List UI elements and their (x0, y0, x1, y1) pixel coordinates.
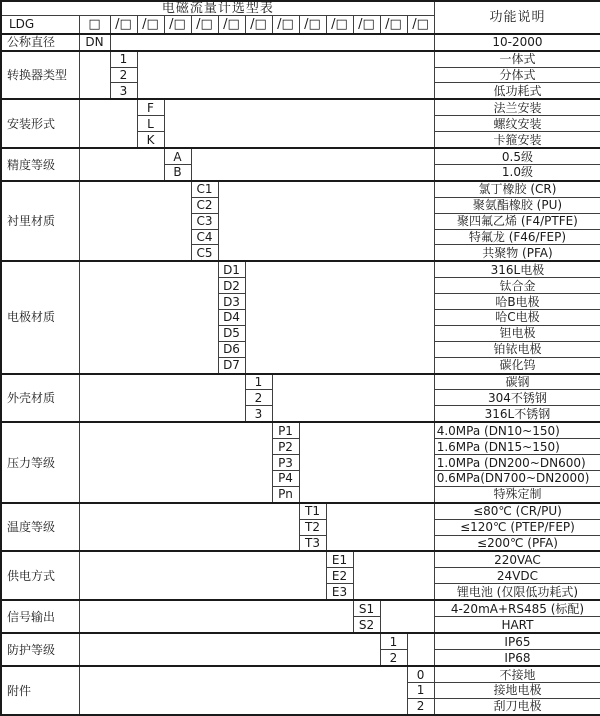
group-label: 温度等级 (1, 503, 79, 552)
code-cell: C4 (191, 229, 218, 245)
code-cell: B (164, 165, 191, 181)
desc-cell: 特殊定制 (434, 486, 600, 502)
code-cell: T1 (299, 503, 326, 519)
spacer-cell (272, 374, 434, 423)
spacer-cell (137, 51, 434, 100)
desc-cell: 低功耗式 (434, 83, 600, 99)
desc-cell: 0.5级 (434, 148, 600, 164)
desc-cell: ≤120℃ (PTEP/FEP) (434, 519, 600, 535)
model-slot: /□ (218, 16, 245, 34)
code-cell: D6 (218, 341, 245, 357)
desc-cell: 0.6MPa(DN700~DN2000) (434, 470, 600, 486)
group-label: 外壳材质 (1, 374, 79, 423)
model-slot: /□ (164, 16, 191, 34)
spacer-cell (353, 551, 434, 600)
code-cell: D7 (218, 357, 245, 373)
spacer-cell (79, 551, 326, 600)
spacer-cell (407, 633, 434, 666)
code-cell: DN (79, 34, 110, 51)
desc-cell: 1.0MPa (DN200~DN600) (434, 455, 600, 471)
spacer-cell (79, 148, 164, 181)
code-cell: 1 (380, 633, 407, 649)
desc-cell: 1.6MPa (DN15~150) (434, 439, 600, 455)
code-cell: 1 (110, 51, 137, 67)
code-cell: 1 (407, 682, 434, 698)
code-cell: Pn (272, 486, 299, 502)
model-slot: /□ (299, 16, 326, 34)
table-title: 电磁流量计选型表 (1, 1, 434, 16)
spacer-cell (191, 148, 434, 181)
group-label: 公称直径 (1, 34, 79, 51)
desc-cell: 一体式 (434, 51, 600, 67)
desc-cell: 分体式 (434, 67, 600, 83)
spacer-cell (380, 600, 434, 633)
desc-cell: IP65 (434, 633, 600, 649)
group-label: 衬里材质 (1, 181, 79, 261)
spacer-cell (79, 422, 272, 502)
model-first-box: □ (79, 16, 110, 34)
desc-cell: 哈B电极 (434, 294, 600, 310)
desc-cell: 1.0级 (434, 165, 600, 181)
code-cell: E1 (326, 551, 353, 567)
code-cell: F (137, 99, 164, 115)
group-label: 精度等级 (1, 148, 79, 181)
code-cell: C3 (191, 213, 218, 229)
code-cell: C2 (191, 197, 218, 213)
code-cell: P2 (272, 439, 299, 455)
group-label: 防护等级 (1, 633, 79, 666)
code-cell: T3 (299, 535, 326, 551)
desc-cell: 法兰安装 (434, 99, 600, 115)
code-cell: E2 (326, 568, 353, 584)
desc-cell: 刮刀电极 (434, 698, 600, 715)
function-header: 功能说明 (434, 1, 600, 34)
desc-cell: 304不锈钢 (434, 390, 600, 406)
code-cell: C1 (191, 181, 218, 197)
code-cell: S1 (353, 600, 380, 616)
spacer-cell (79, 633, 380, 666)
desc-cell: 220VAC (434, 551, 600, 567)
model-slot: /□ (137, 16, 164, 34)
spacer-cell (299, 422, 434, 502)
model-slot: /□ (407, 16, 434, 34)
group-label: 转换器类型 (1, 51, 79, 100)
spacer-cell (79, 600, 353, 633)
code-cell: 2 (110, 67, 137, 83)
spacer-cell (79, 503, 299, 552)
code-cell: 0 (407, 666, 434, 682)
group-label: 安装形式 (1, 99, 79, 148)
code-cell: D4 (218, 310, 245, 326)
model-prefix: LDG (1, 16, 79, 34)
code-cell: C5 (191, 245, 218, 261)
desc-cell: 锂电池 (仅限低功耗式) (434, 584, 600, 600)
spacer-cell (326, 503, 434, 552)
code-cell: K (137, 132, 164, 148)
model-slot: /□ (245, 16, 272, 34)
desc-cell: 316L不锈钢 (434, 406, 600, 422)
code-cell: 2 (380, 650, 407, 666)
group-label: 供电方式 (1, 551, 79, 600)
code-cell: P4 (272, 470, 299, 486)
desc-cell: 碳化钨 (434, 357, 600, 373)
desc-cell: HART (434, 617, 600, 633)
spacer-cell (218, 181, 434, 261)
desc-cell: 4.0MPa (DN10~150) (434, 422, 600, 438)
model-slot: /□ (272, 16, 299, 34)
code-cell: 3 (110, 83, 137, 99)
spacer-cell (164, 99, 434, 148)
desc-cell: 碳钢 (434, 374, 600, 390)
spacer-cell (79, 181, 191, 261)
desc-cell: 螺纹安装 (434, 116, 600, 132)
desc-cell: 铂铱电极 (434, 341, 600, 357)
desc-cell: ≤200℃ (PFA) (434, 535, 600, 551)
code-cell: D5 (218, 325, 245, 341)
code-cell: E3 (326, 584, 353, 600)
desc-cell: 24VDC (434, 568, 600, 584)
desc-cell: 特氟龙 (F46/FEP) (434, 229, 600, 245)
desc-cell: IP68 (434, 650, 600, 666)
desc-cell: 卡箍安装 (434, 132, 600, 148)
group-label: 附件 (1, 666, 79, 715)
code-cell: S2 (353, 617, 380, 633)
desc-cell: ≤80℃ (CR/PU) (434, 503, 600, 519)
group-label: 压力等级 (1, 422, 79, 502)
code-cell: 2 (407, 698, 434, 715)
model-slot: /□ (380, 16, 407, 34)
desc-cell: 钛合金 (434, 278, 600, 294)
code-cell: A (164, 148, 191, 164)
desc-cell: 不接地 (434, 666, 600, 682)
desc-cell: 聚四氟乙烯 (F4/PTFE) (434, 213, 600, 229)
model-slot: /□ (191, 16, 218, 34)
code-cell: D1 (218, 261, 245, 277)
desc-cell: 接地电极 (434, 682, 600, 698)
desc-cell: 哈C电极 (434, 310, 600, 326)
model-slot: /□ (326, 16, 353, 34)
code-cell: 1 (245, 374, 272, 390)
spacer-cell (245, 261, 434, 373)
desc-cell: 钽电极 (434, 325, 600, 341)
model-slot: /□ (110, 16, 137, 34)
desc-cell: 316L电极 (434, 261, 600, 277)
code-cell: L (137, 116, 164, 132)
code-cell: T2 (299, 519, 326, 535)
desc-cell: 氯丁橡胶 (CR) (434, 181, 600, 197)
spacer-cell (79, 51, 110, 100)
code-cell: P1 (272, 422, 299, 438)
desc-cell: 共聚物 (PFA) (434, 245, 600, 261)
spacer-cell (79, 666, 407, 715)
spacer-cell (79, 374, 245, 423)
group-label: 信号输出 (1, 600, 79, 633)
code-cell: 3 (245, 406, 272, 422)
desc-cell: 10-2000 (434, 34, 600, 51)
spacer-cell (79, 261, 218, 373)
code-cell: 2 (245, 390, 272, 406)
group-label: 电极材质 (1, 261, 79, 373)
code-cell: D2 (218, 278, 245, 294)
code-cell: P3 (272, 455, 299, 471)
spacer-cell (79, 99, 137, 148)
spacer-cell (110, 34, 434, 51)
desc-cell: 4-20mA+RS485 (标配) (434, 600, 600, 616)
code-cell: D3 (218, 294, 245, 310)
desc-cell: 聚氨酯橡胶 (PU) (434, 197, 600, 213)
model-slot: /□ (353, 16, 380, 34)
